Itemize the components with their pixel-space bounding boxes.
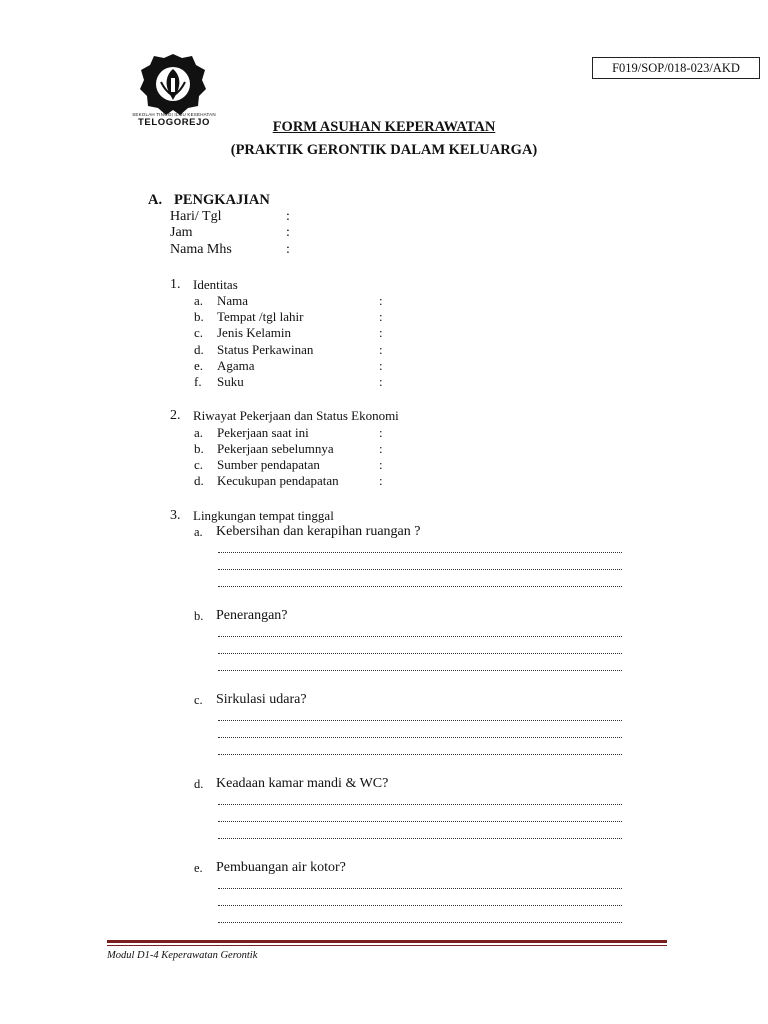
sub-colon: : [379, 342, 383, 357]
sub-letter: c. [194, 457, 204, 472]
sub-colon: : [379, 425, 383, 440]
sub-letter: f. [194, 374, 202, 389]
sub-label: Nama [217, 293, 249, 308]
item-number: 1. [170, 277, 181, 292]
answer-line[interactable] [218, 888, 622, 892]
answer-line[interactable] [218, 586, 622, 590]
field-colon: : [286, 209, 290, 224]
section-a-heading [148, 192, 270, 209]
question-label: Kebersihan dan kerapihan ruangan ? [216, 524, 421, 539]
sub-colon: : [379, 325, 383, 340]
logo-subtitle: SEKOLAH TINGGI ILMU KESEHATAN [132, 112, 216, 117]
field-label: Hari/ Tgl [170, 209, 222, 224]
sub-letter: b. [194, 441, 204, 456]
item-number: 2. [170, 408, 181, 423]
answer-line[interactable] [218, 653, 622, 657]
logo-name: TELOGOREJO [138, 117, 210, 128]
sub-letter: d. [194, 473, 204, 488]
sub-letter: a. [194, 293, 204, 308]
sub-colon: : [379, 441, 383, 456]
question-label: Keadaan kamar mandi & WC? [216, 776, 389, 791]
field-label: Jam [170, 225, 193, 240]
sub-letter: a. [194, 425, 204, 440]
answer-line[interactable] [218, 636, 622, 640]
answer-line[interactable] [218, 754, 622, 758]
sub-label: Pekerjaan saat ini [217, 425, 309, 440]
sub-colon: : [379, 309, 383, 324]
answer-line[interactable] [218, 737, 622, 741]
question-label: Sirkulasi udara? [216, 692, 307, 707]
form-subtitle: (PRAKTIK GERONTIK DALAM KELUARGA) [230, 142, 538, 158]
question-letter: e. [194, 861, 203, 875]
question-label: Penerangan? [216, 608, 288, 623]
sub-label: Sumber pendapatan [217, 457, 320, 472]
answer-line[interactable] [218, 821, 622, 825]
sub-letter: e. [194, 358, 204, 373]
sub-label: Jenis Kelamin [217, 325, 292, 340]
section-title: PENGKAJIAN [174, 192, 270, 208]
institution-logo [138, 52, 208, 116]
footer-divider [107, 940, 667, 943]
sub-colon: : [379, 457, 383, 472]
sub-label: Suku [217, 374, 244, 389]
sub-label: Agama [217, 358, 255, 373]
sub-colon: : [379, 293, 383, 308]
answer-line[interactable] [218, 804, 622, 808]
sub-colon: : [379, 473, 383, 488]
item-label: Identitas [193, 277, 238, 292]
sub-label: Kecukupan pendapatan [217, 473, 339, 488]
footer-text: Modul D1-4 Keperawatan Gerontik [107, 950, 258, 961]
answer-line[interactable] [218, 905, 622, 909]
field-colon: : [286, 225, 290, 240]
field-row [170, 242, 290, 258]
item-label: Riwayat Pekerjaan dan Status Ekonomi [193, 408, 399, 423]
item-number: 3. [170, 508, 181, 523]
answer-line[interactable] [218, 720, 622, 724]
question-letter: d. [194, 777, 204, 791]
question-label: Pembuangan air kotor? [216, 860, 346, 875]
answer-line[interactable] [218, 569, 622, 573]
field-colon: : [286, 242, 290, 257]
item-label: Lingkungan tempat tinggal [193, 508, 334, 523]
field-label: Nama Mhs [170, 242, 232, 257]
sub-colon: : [379, 358, 383, 373]
sub-label: Tempat /tgl lahir [217, 309, 304, 324]
field-row [170, 225, 290, 241]
answer-line[interactable] [218, 670, 622, 674]
sub-label: Pekerjaan sebelumnya [217, 441, 334, 456]
sub-letter: c. [194, 325, 204, 340]
field-row [170, 209, 290, 225]
answer-line[interactable] [218, 922, 622, 926]
form-title: FORM ASUHAN KEPERAWATAN [272, 119, 496, 135]
sub-label: Status Perkawinan [217, 342, 314, 357]
question-letter: c. [194, 693, 203, 707]
section-number: A. [148, 192, 163, 208]
sub-letter: d. [194, 342, 204, 357]
document-code-box: F019/SOP/018-023/AKD [592, 57, 760, 79]
answer-line[interactable] [218, 838, 622, 842]
question-letter: b. [194, 609, 204, 623]
footer-divider-thin [107, 945, 667, 946]
sub-colon: : [379, 374, 383, 389]
question-letter: a. [194, 525, 203, 539]
sub-letter: b. [194, 309, 204, 324]
answer-line[interactable] [218, 552, 622, 556]
